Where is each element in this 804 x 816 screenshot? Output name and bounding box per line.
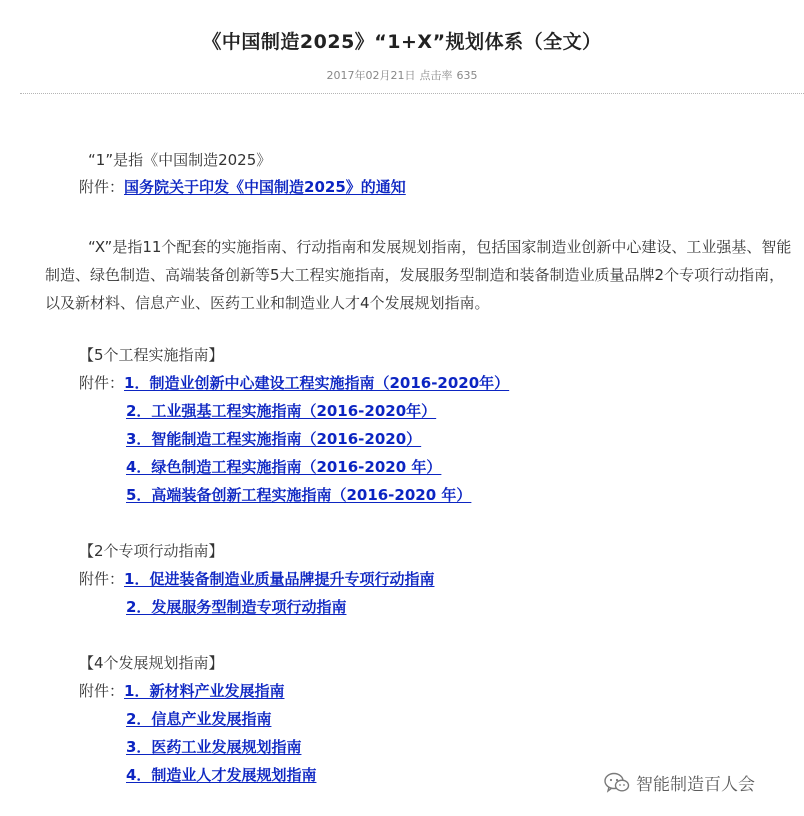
- attachment-label: 附件：: [79, 178, 125, 196]
- guide-link[interactable]: 4．绿色制造工程实施指南（2016-2020 年）: [126, 458, 442, 476]
- guide-link[interactable]: 4．制造业人才发展规划指南: [126, 766, 317, 784]
- attachment-label: 附件：: [79, 682, 125, 700]
- article-title: 《中国制造2025》“1+X”规划体系（全文）: [202, 31, 602, 53]
- views-count: 635: [456, 69, 478, 82]
- article-meta: [0, 67, 804, 83]
- attachment-label: 附件：: [79, 570, 125, 588]
- guide-link[interactable]: 2．工业强基工程实施指南（2016-2020年）: [126, 402, 437, 420]
- attachment-row: [79, 681, 284, 701]
- intro-1-attachment-row: [79, 177, 406, 197]
- notice-link[interactable]: 国务院关于印发《中国制造2025》的通知: [124, 178, 406, 196]
- guide-link[interactable]: 1．促进装备制造业质量品牌提升专项行动指南: [124, 570, 435, 588]
- guide-link[interactable]: 2．发展服务型制造专项行动指南: [126, 598, 347, 616]
- guide-link[interactable]: 1．新材料产业发展指南: [124, 682, 285, 700]
- guide-link[interactable]: 2．信息产业发展指南: [126, 710, 272, 728]
- section-heading: 【4个发展规划指南】: [79, 654, 224, 672]
- views-label: 点击率: [419, 69, 453, 82]
- publish-date: 2017年02月21日: [326, 69, 416, 82]
- guide-link[interactable]: 3．医药工业发展规划指南: [126, 738, 302, 756]
- wechat-icon: [604, 772, 630, 794]
- intro-1-statement: “1”是指《中国制造2025》: [88, 151, 272, 169]
- guide-link[interactable]: 5．高端装备创新工程实施指南（2016-2020 年）: [126, 486, 472, 504]
- intro-x-paragraph: “X”是指11个配套的实施指南、行动指南和发展规划指南，包括国家制造业创新中心建设、工业强基、智能制造、绿色制造、高端装备创新等5大工程实施指南，发展服务型制造和装备制造业质量品牌2个专项行动指南，以及新材料、信息产业、医药工业和制造业人才4个发展规划指南。: [45, 238, 792, 312]
- attachment-row: [79, 569, 434, 589]
- section-heading: 【5个工程实施指南】: [79, 346, 224, 364]
- watermark: [604, 770, 755, 795]
- guide-link[interactable]: 3．智能制造工程实施指南（2016-2020）: [126, 430, 422, 448]
- attachment-row: [79, 373, 509, 393]
- section-heading: 【2个专项行动指南】: [79, 542, 224, 560]
- attachment-label: 附件：: [79, 374, 125, 392]
- watermark-text: 智能制造百人会: [636, 775, 755, 795]
- guide-link[interactable]: 1．制造业创新中心建设工程实施指南（2016-2020年）: [124, 374, 510, 392]
- title-divider: [20, 93, 804, 94]
